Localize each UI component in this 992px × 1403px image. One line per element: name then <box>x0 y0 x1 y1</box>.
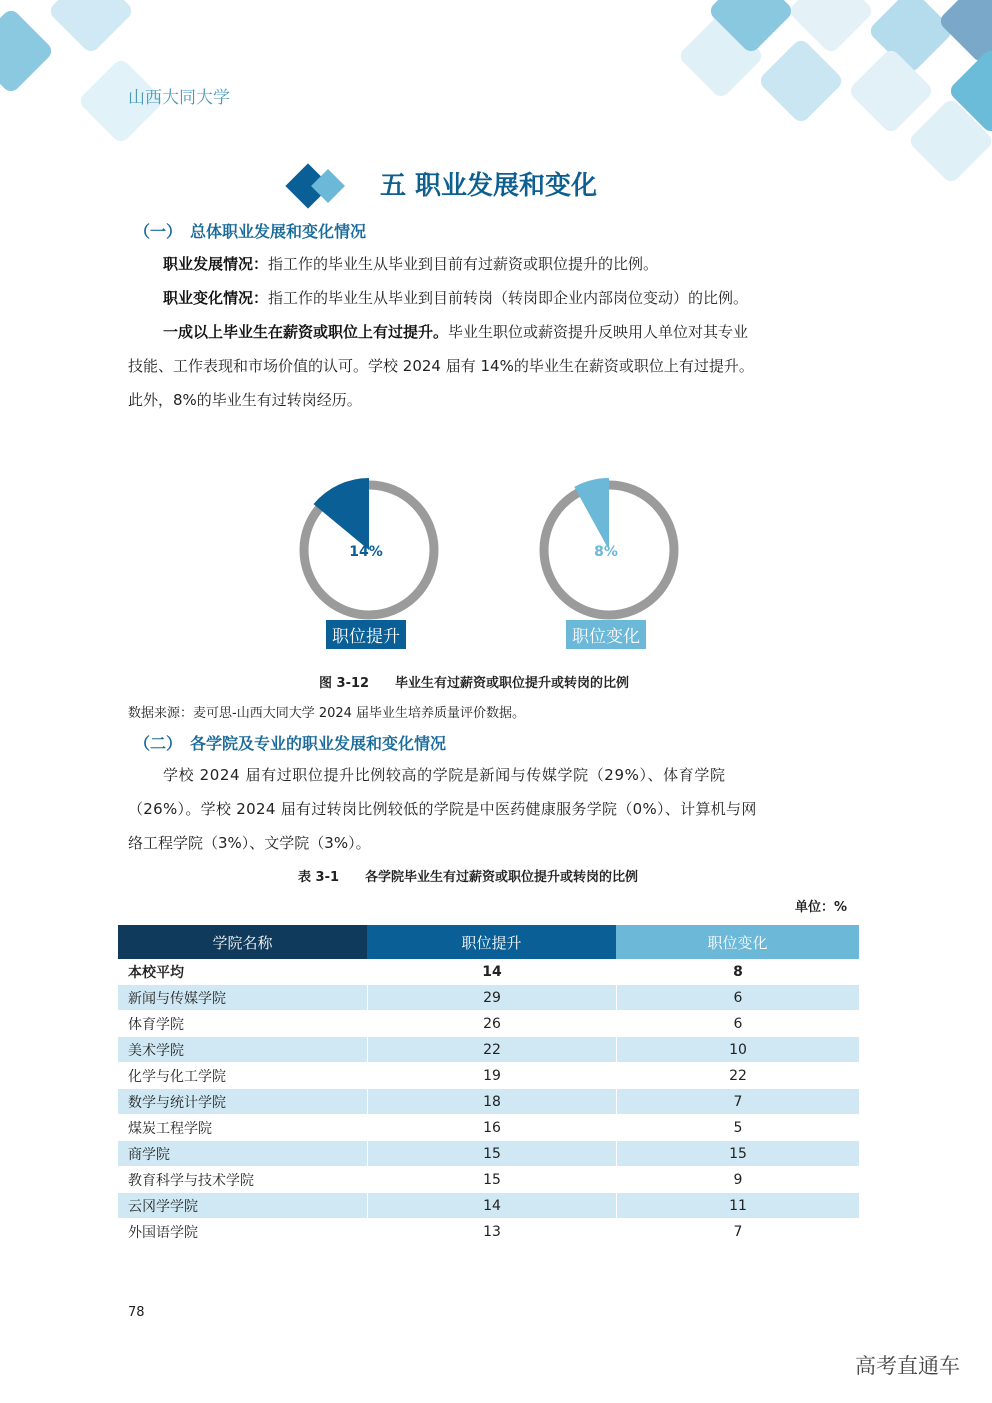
cell-change: 10 <box>616 1037 859 1063</box>
definition-1 <box>163 247 658 281</box>
cell-promotion: 15 <box>367 1141 616 1167</box>
data-source: 数据来源：麦可思-山西大同大学 2024 届毕业生培养质量评价数据。 <box>128 706 526 721</box>
paragraph-2-line3: 络工程学院（3%）、文学院（3%）。 <box>128 834 371 852</box>
cell-promotion: 26 <box>367 1011 616 1037</box>
cell-change: 6 <box>616 985 859 1011</box>
definition-1-text: 指工作的毕业生从毕业到目前有过薪资或职位提升的比例。 <box>268 255 659 273</box>
college-table <box>118 925 859 1245</box>
paragraph-1-line2: 技能、工作表现和市场价值的认可。学校 2024 届有 14%的毕业生在薪资或职位上有过提升。 <box>128 357 754 375</box>
definition-2 <box>163 281 748 315</box>
cell-promotion: 22 <box>367 1037 616 1063</box>
paragraph-1 <box>128 315 858 417</box>
cell-promotion: 19 <box>367 1063 616 1089</box>
donut-charts <box>0 440 992 660</box>
chart-label-promotion: 职位提升 <box>326 620 406 649</box>
definition-2-label: 职业变化情况： <box>163 289 269 307</box>
cell-promotion: 14 <box>367 959 616 985</box>
figure-caption: 图 3-12 毕业生有过薪资或职位提升或转岗的比例 <box>319 676 630 691</box>
header-promotion: 职位提升 <box>367 925 616 959</box>
cell-promotion: 29 <box>367 985 616 1011</box>
table-row <box>118 1037 859 1063</box>
subsection-1-title: （一） 总体职业发展和变化情况 <box>134 222 367 241</box>
subsection-2-title: （二） 各学院及专业的职业发展和变化情况 <box>134 734 447 753</box>
cell-change: 7 <box>616 1089 859 1115</box>
table-row <box>118 959 859 985</box>
cell-college: 新闻与传媒学院 <box>118 985 367 1011</box>
cell-college: 本校平均 <box>118 959 367 985</box>
cell-college: 教育科学与技术学院 <box>118 1167 367 1193</box>
cell-promotion: 16 <box>367 1115 616 1141</box>
definition-1-label: 职业发展情况： <box>163 255 269 273</box>
paragraph-2 <box>128 758 858 860</box>
cell-college: 云冈学学院 <box>118 1193 367 1219</box>
paragraph-1-line1: 毕业生职位或薪资提升反映用人单位对其专业 <box>448 323 749 341</box>
watermark: 高考直通车 <box>855 1354 960 1378</box>
cell-change: 7 <box>616 1219 859 1245</box>
donut-slice <box>574 478 609 550</box>
decor-tile <box>47 0 135 55</box>
cell-change: 6 <box>616 1011 859 1037</box>
cell-change: 22 <box>616 1063 859 1089</box>
table-unit: 单位：% <box>795 900 848 915</box>
cell-college: 美术学院 <box>118 1037 367 1063</box>
table-row <box>118 1115 859 1141</box>
table-row <box>118 1089 859 1115</box>
section-title: 五 职业发展和变化 <box>380 171 598 201</box>
cell-change: 9 <box>616 1167 859 1193</box>
cell-college: 化学与化工学院 <box>118 1063 367 1089</box>
table-row <box>118 1193 859 1219</box>
donut-value-label: 8% <box>594 544 618 560</box>
paragraph-2-line2: （26%）。学校 2024 届有过转岗比例较低的学院是中医药健康服务学院（0%）、计算机与网 <box>128 800 757 818</box>
table-row <box>118 1141 859 1167</box>
cell-college: 煤炭工程学院 <box>118 1115 367 1141</box>
table-caption: 表 3-1 各学院毕业生有过薪资或职位提升或转岗的比例 <box>298 870 639 885</box>
cell-change: 5 <box>616 1115 859 1141</box>
cell-college: 外国语学院 <box>118 1219 367 1245</box>
cell-promotion: 15 <box>367 1167 616 1193</box>
cell-college: 数学与统计学院 <box>118 1089 367 1115</box>
decor-tile <box>0 7 55 95</box>
cell-promotion: 14 <box>367 1193 616 1219</box>
cell-change: 8 <box>616 959 859 985</box>
paragraph-1-bold: 一成以上毕业生在薪资或职位上有过提升。 <box>163 323 449 341</box>
cell-promotion: 18 <box>367 1089 616 1115</box>
donut-slice <box>314 478 369 550</box>
table-row <box>118 1011 859 1037</box>
page-number: 78 <box>128 1305 145 1320</box>
table-row <box>118 985 859 1011</box>
header-college: 学院名称 <box>118 925 367 959</box>
cell-promotion: 13 <box>367 1219 616 1245</box>
table-header-row <box>118 925 859 959</box>
header-change: 职位变化 <box>616 925 859 959</box>
school-name: 山西大同大学 <box>128 88 230 108</box>
table-row <box>118 1167 859 1193</box>
cell-college: 体育学院 <box>118 1011 367 1037</box>
cell-college: 商学院 <box>118 1141 367 1167</box>
table-row <box>118 1063 859 1089</box>
definition-2-text: 指工作的毕业生从毕业到目前转岗（转岗即企业内部岗位变动）的比例。 <box>268 289 749 307</box>
paragraph-1-line3: 此外，8%的毕业生有过转岗经历。 <box>128 391 362 409</box>
cell-change: 15 <box>616 1141 859 1167</box>
table-row <box>118 1219 859 1245</box>
chart-label-change: 职位变化 <box>566 620 646 649</box>
donut-value-label: 14% <box>349 544 383 560</box>
cell-change: 11 <box>616 1193 859 1219</box>
paragraph-2-line1: 学校 2024 届有过职位提升比例较高的学院是新闻与传媒学院（29%）、体育学院 <box>163 766 726 784</box>
